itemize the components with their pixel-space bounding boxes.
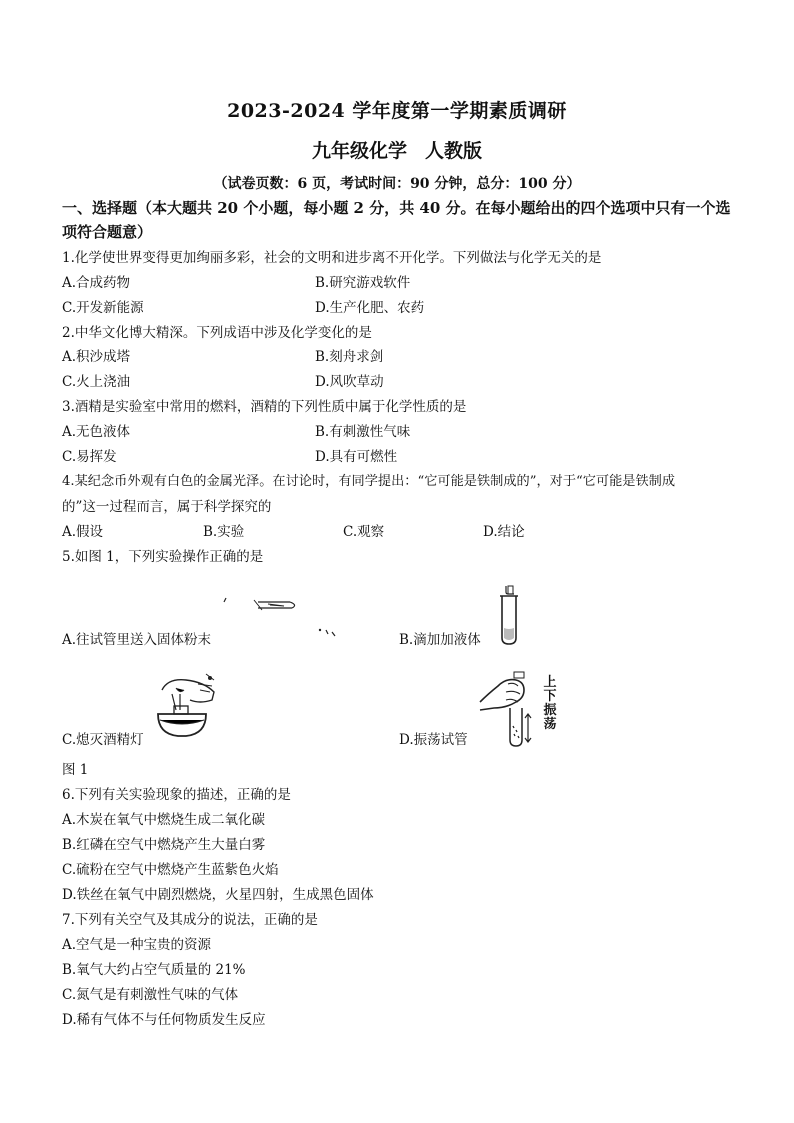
exam-info: （试卷页数：6 页，考试时间：90 分钟，总分：100 分） xyxy=(213,176,581,192)
question-3-option-a: A.无色液体 xyxy=(62,424,131,440)
question-3-option-b: B.有刺激性气味 xyxy=(315,424,411,440)
figure-caption: 图 1 xyxy=(62,762,89,778)
question-4-option-a: A.假设 xyxy=(62,524,104,540)
question-4-stem-line2: 的”这一过程而言，属于科学探究的 xyxy=(62,499,272,515)
question-4-stem-line1: 4.某纪念币外观有白色的金属光泽。在讨论时，有同学提出：“它可能是铁制成的”，对于“它可能是铁制成 xyxy=(62,474,676,489)
section-heading: 一、选择题（本大题共 20 个小题，每小题 2 分，共 40 分。在每小题给出的四个选项中只有一个选项符合题意） xyxy=(62,199,731,241)
figure-powder-tube xyxy=(218,592,348,644)
question-6-option-d: D.铁丝在氧气中剧烈燃烧，火星四射，生成黑色固体 xyxy=(62,887,374,903)
question-5-option-b: B.滴加加液体 xyxy=(399,632,481,648)
question-6-option-b: B.红磷在空气中燃烧产生大量白雾 xyxy=(62,837,266,853)
question-7-option-d: D.稀有气体不与任何物质发生反应 xyxy=(62,1012,266,1028)
edition-label: 人教版 xyxy=(425,140,483,162)
question-1-stem: 1.化学使世界变得更加绚丽多彩，社会的文明和进步离不开化学。下列做法与化学无关的是 xyxy=(62,250,602,266)
question-5-stem: 5.如图 1，下列实验操作正确的是 xyxy=(62,549,264,565)
question-1-option-d: D.生产化肥、农药 xyxy=(315,300,425,316)
figure-alcohol-lamp xyxy=(150,670,232,742)
question-1-option-b: B.研究游戏软件 xyxy=(315,275,411,291)
question-2-option-b: B.刻舟求剑 xyxy=(315,349,384,365)
subject-label: 九年级化学 xyxy=(311,140,407,162)
question-2-option-d: D.风吹草动 xyxy=(315,374,384,390)
question-7-option-c: C.氮气是有刺激性气味的气体 xyxy=(62,987,239,1003)
shake-direction-label: 上 下 振 荡 xyxy=(543,675,557,732)
question-2-stem: 2.中华文化博大精深。下列成语中涉及化学变化的是 xyxy=(62,325,372,341)
figure-dropper-tube xyxy=(496,584,526,646)
question-6-option-a: A.木炭在氧气中燃烧生成二氧化碳 xyxy=(62,812,266,828)
question-1-option-a: A.合成药物 xyxy=(62,275,131,291)
question-4-option-c: C.观察 xyxy=(343,524,385,540)
figure-shake-tube xyxy=(478,664,538,748)
exam-subtitle xyxy=(0,136,794,163)
question-2-option-c: C.火上浇油 xyxy=(62,374,131,390)
question-3-option-c: C.易挥发 xyxy=(62,449,117,465)
question-2-option-a: A.积沙成塔 xyxy=(62,349,131,365)
question-6-stem: 6.下列有关实验现象的描述，正确的是 xyxy=(62,787,291,803)
question-5-option-a: A.往试管里送入固体粉末 xyxy=(62,632,212,648)
question-7-option-a: A.空气是一种宝贵的资源 xyxy=(62,937,212,953)
question-7-option-b: B.氧气大约占空气质量的 21% xyxy=(62,962,246,978)
question-3-option-d: D.具有可燃性 xyxy=(315,449,398,465)
question-7-stem: 7.下列有关空气及其成分的说法，正确的是 xyxy=(62,912,318,928)
question-1-option-c: C.开发新能源 xyxy=(62,300,144,316)
question-5-option-d: D.振荡试管 xyxy=(399,732,468,748)
question-3-stem: 3.酒精是实验室中常用的燃料，酒精的下列性质中属于化学性质的是 xyxy=(62,399,467,415)
question-6-option-c: C.硫粉在空气中燃烧产生蓝紫色火焰 xyxy=(62,862,279,878)
question-4-option-b: B.实验 xyxy=(203,524,245,540)
question-4-option-d: D.结论 xyxy=(483,524,525,540)
question-5-option-c: C.熄灭酒精灯 xyxy=(62,732,144,748)
exam-title: 2023-2024 学年度第一学期素质调研 xyxy=(227,100,567,122)
